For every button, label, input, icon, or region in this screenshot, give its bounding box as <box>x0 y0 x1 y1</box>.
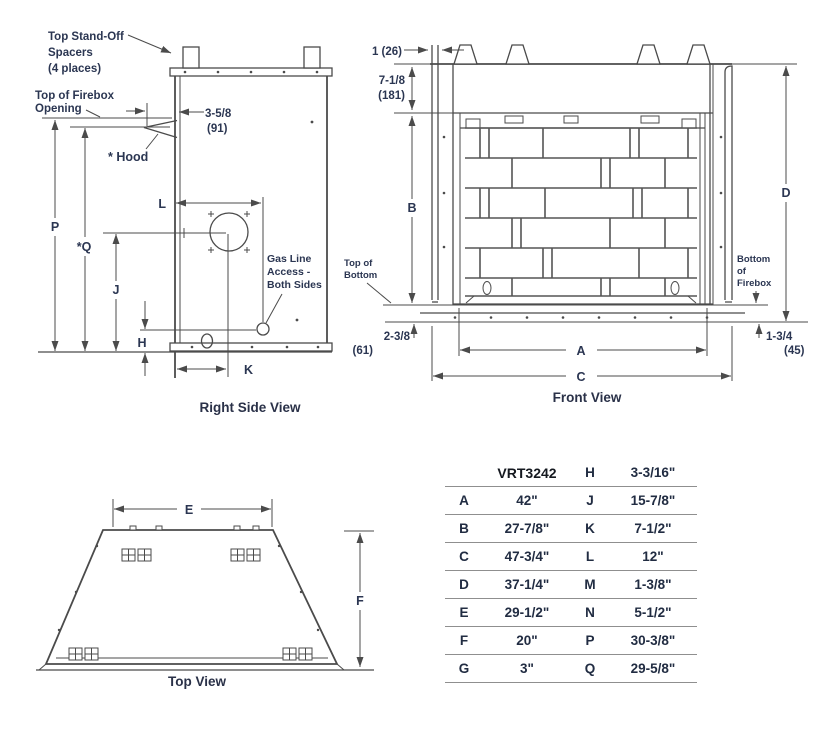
dim-letter-cell: B <box>445 515 483 543</box>
table-row <box>445 543 697 571</box>
right-side-view-drawing <box>35 31 332 415</box>
bottom-of-firebox-line2: of <box>737 266 746 277</box>
dim-letter-cell: F <box>445 627 483 655</box>
dimension-table <box>445 459 697 683</box>
gas-access-callout <box>267 253 322 291</box>
standoff-label-line2: Spacers <box>48 47 93 59</box>
table-row <box>445 655 697 683</box>
dim-q <box>77 128 92 351</box>
standoff-spacer-side-right <box>304 47 320 68</box>
dim-letter-cell: K <box>571 515 609 543</box>
dim-letter-cell: G <box>445 655 483 683</box>
dim-value-cell: 12" <box>609 543 697 571</box>
hood-wedge <box>144 121 177 138</box>
standoff-spacer-front-1 <box>454 45 477 64</box>
top-of-bottom-callout <box>344 258 391 303</box>
dim-label-d: D <box>781 186 791 200</box>
table-row <box>445 627 697 655</box>
gas-label-line3: Both Sides <box>267 279 322 291</box>
dim-label-k: K <box>244 363 254 377</box>
dim-label-l: L <box>158 197 166 211</box>
dim-letter-cell: P <box>571 627 609 655</box>
top-view-outline <box>46 530 337 664</box>
firebox-front-body <box>430 45 732 305</box>
dim-label-j: J <box>112 283 120 297</box>
top-view-caption: Top View <box>167 674 227 689</box>
dim-value-cell: 3" <box>483 655 571 683</box>
dim-j <box>103 233 226 351</box>
dim-letter-cell: H <box>571 459 609 487</box>
dim-label-h: H <box>137 336 147 350</box>
bottom-of-firebox-line1: Bottom <box>737 254 771 265</box>
dim-value-cell: 3-3/16" <box>609 459 697 487</box>
table-row <box>445 571 697 599</box>
front-base <box>383 305 808 322</box>
dim-flange-width <box>372 46 464 58</box>
dim-value-cell: 37-1/4" <box>483 571 571 599</box>
front-view-caption: Front View <box>552 390 622 405</box>
standoff-label-line1: Top Stand-Off <box>48 31 124 43</box>
hood-depth-dim <box>205 108 232 135</box>
standoff-spacers-callout <box>48 31 171 75</box>
dim-label-p: P <box>50 220 60 234</box>
bottom-of-firebox-line3: Firebox <box>737 278 772 289</box>
hood-depth-value: 3-5/8 <box>205 108 232 120</box>
top-of-bottom-line1: Top of <box>344 258 373 269</box>
dim-letter-cell: N <box>571 599 609 627</box>
standoff-spacer-front-3 <box>637 45 660 64</box>
gas-line-access <box>202 294 283 348</box>
dim-value-cell: 5-1/2" <box>609 599 697 627</box>
bottom-of-firebox-callout <box>737 254 772 303</box>
table-row <box>445 599 697 627</box>
dim-label-f: F <box>356 594 364 608</box>
dim-f <box>344 531 374 667</box>
dim-label-b: B <box>407 201 417 215</box>
dim-value-cell: 47-3/4" <box>483 543 571 571</box>
dim-letter-cell: C <box>445 543 483 571</box>
dim-lower-left <box>353 324 414 357</box>
header-dim-value: 7-1/8 <box>378 75 405 87</box>
top-view-drawing <box>36 499 374 689</box>
dim-value-cell: 29-5/8" <box>609 655 697 683</box>
hood-label: * Hood <box>108 150 149 164</box>
table-row <box>445 515 697 543</box>
lower-left-mm: (61) <box>352 345 373 357</box>
dim-letter-cell: J <box>571 487 609 515</box>
standoff-spacer-front-4 <box>687 45 710 64</box>
dim-letter-cell: M <box>571 571 609 599</box>
front-view-drawing <box>344 45 808 405</box>
top-of-bottom-line2: Bottom <box>344 270 378 281</box>
standoff-spacer-front-2 <box>506 45 529 64</box>
dim-h <box>137 301 256 376</box>
dim-p <box>51 120 59 351</box>
gas-label-line1: Gas Line <box>267 253 312 265</box>
flange-dim-label: 1 (26) <box>371 46 402 58</box>
dim-label-c: C <box>576 370 586 384</box>
firebox-opening-callout <box>35 90 115 117</box>
dim-value-cell: 42" <box>483 487 571 515</box>
dim-letter-cell: A <box>445 487 483 515</box>
model-header: VRT3242 <box>483 459 571 487</box>
dim-value-cell: 30-3/8" <box>609 627 697 655</box>
dim-label-a: A <box>576 344 586 358</box>
dim-letter-cell: E <box>445 599 483 627</box>
dim-value-cell: 1-3/8" <box>609 571 697 599</box>
gas-label-line2: Access - <box>267 266 311 278</box>
dim-k <box>177 363 253 377</box>
opening-label-line2: Opening <box>35 103 82 115</box>
right-side-view-caption: Right Side View <box>199 400 301 415</box>
lower-right-mm: (45) <box>784 345 805 357</box>
dim-letter-cell: D <box>445 571 483 599</box>
dim-value-cell: 27-7/8" <box>483 515 571 543</box>
dim-value-cell: 7-1/2" <box>609 515 697 543</box>
hood-depth-mm: (91) <box>207 123 228 135</box>
dim-letter-cell: L <box>571 543 609 571</box>
standoff-label-line3: (4 places) <box>48 63 102 75</box>
gas-access-hole <box>257 323 269 335</box>
dim-label-e: E <box>184 503 194 517</box>
lower-left-value: 2-3/8 <box>383 331 410 343</box>
dim-lower-right <box>759 324 805 357</box>
lower-right-value: 1-3/4 <box>766 331 793 343</box>
firebox-opening-front <box>453 113 713 304</box>
standoff-spacer-side-left <box>183 47 199 68</box>
dim-b <box>407 116 416 303</box>
dim-value-cell: 20" <box>483 627 571 655</box>
dim-label-q: *Q <box>76 240 92 254</box>
header-dim-mm: (181) <box>378 90 405 102</box>
dim-value-cell: 15-7/8" <box>609 487 697 515</box>
opening-label-line1: Top of Firebox <box>35 90 115 102</box>
dim-header-height <box>378 64 453 113</box>
dim-e <box>113 499 272 527</box>
dim-value-cell: 29-1/2" <box>483 599 571 627</box>
brick-liner <box>465 128 697 296</box>
dim-letter-cell: Q <box>571 655 609 683</box>
table-corner-cell <box>445 459 483 487</box>
table-header-row <box>445 459 697 487</box>
table-row <box>445 487 697 515</box>
dim-a <box>459 308 707 358</box>
